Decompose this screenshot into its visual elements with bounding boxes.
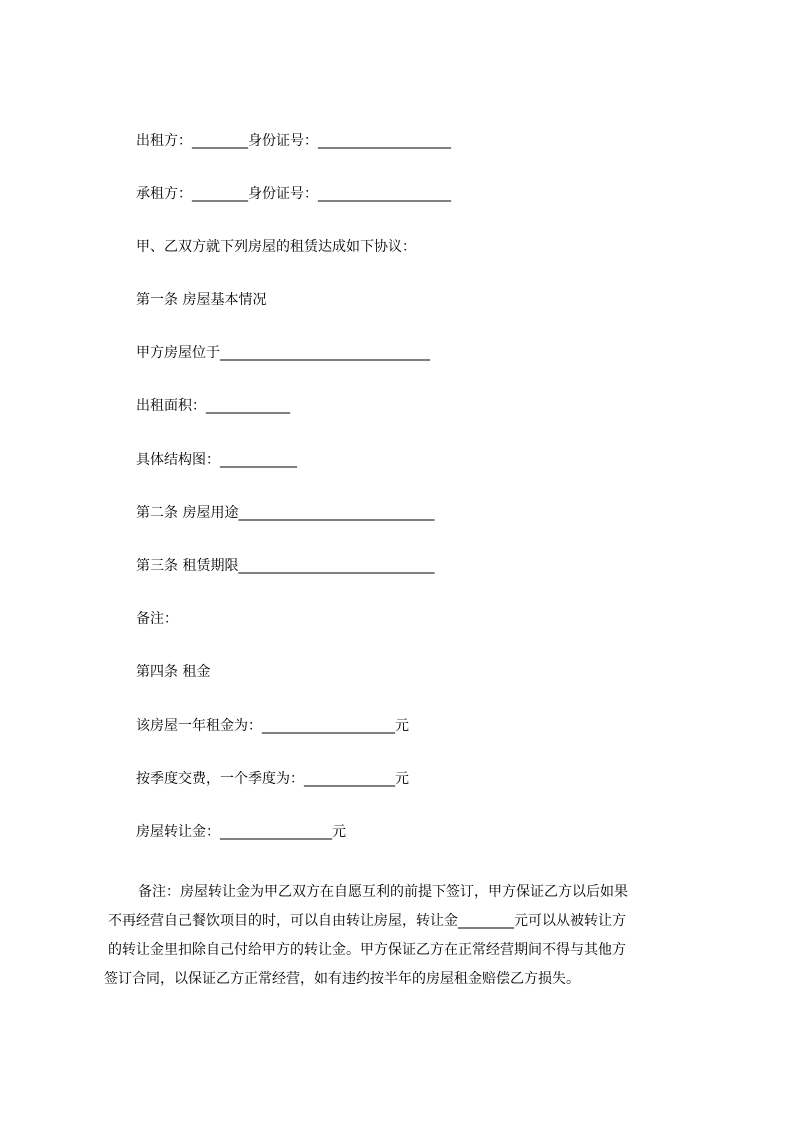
intro-line: 甲、乙双方就下列房屋的租赁达成如下协议：	[136, 239, 416, 255]
remark-line: 备注：	[136, 611, 178, 627]
location-line: 甲方房屋位于______________________________	[136, 345, 430, 361]
annual-rent-line: 该房屋一年租金为：___________________元	[136, 718, 409, 734]
remark-paragraph-line-3: 的转让金里扣除自己付给甲方的转让金。甲方保证乙方在正常经营期间不得与其他方	[108, 942, 626, 958]
remark-paragraph-line-2: 不再经营自己餐饮项目的时，可以自由转让房屋，转让金________元可以从被转让方	[108, 913, 626, 929]
rental-area-line: 出租面积：____________	[136, 398, 290, 414]
lessee-line: 承租方：________身份证号：___________________	[136, 186, 451, 202]
structure-line: 具体结构图：___________	[136, 452, 297, 468]
article-4-heading: 第四条 租金	[136, 664, 211, 680]
transfer-fee-line: 房屋转让金：________________元	[136, 824, 346, 840]
quarterly-payment-line: 按季度交费，一个季度为：_____________元	[136, 771, 409, 787]
remark-paragraph	[104, 878, 652, 994]
lessor-line: 出租方：________身份证号：___________________	[136, 133, 451, 149]
remark-paragraph-line-4: 签订合同，以保证乙方正常经营，如有违约按半年的房屋租金赔偿乙方损失。	[104, 971, 580, 987]
remark-paragraph-line-1: 备注：房屋转让金为甲乙双方在自愿互利的前提下签订，甲方保证乙方以后如果	[138, 884, 628, 900]
article-3-line: 第三条 租赁期限____________________________	[136, 558, 435, 574]
article-2-line: 第二条 房屋用途____________________________	[136, 505, 435, 521]
article-1-heading: 第一条 房屋基本情况	[136, 292, 267, 308]
